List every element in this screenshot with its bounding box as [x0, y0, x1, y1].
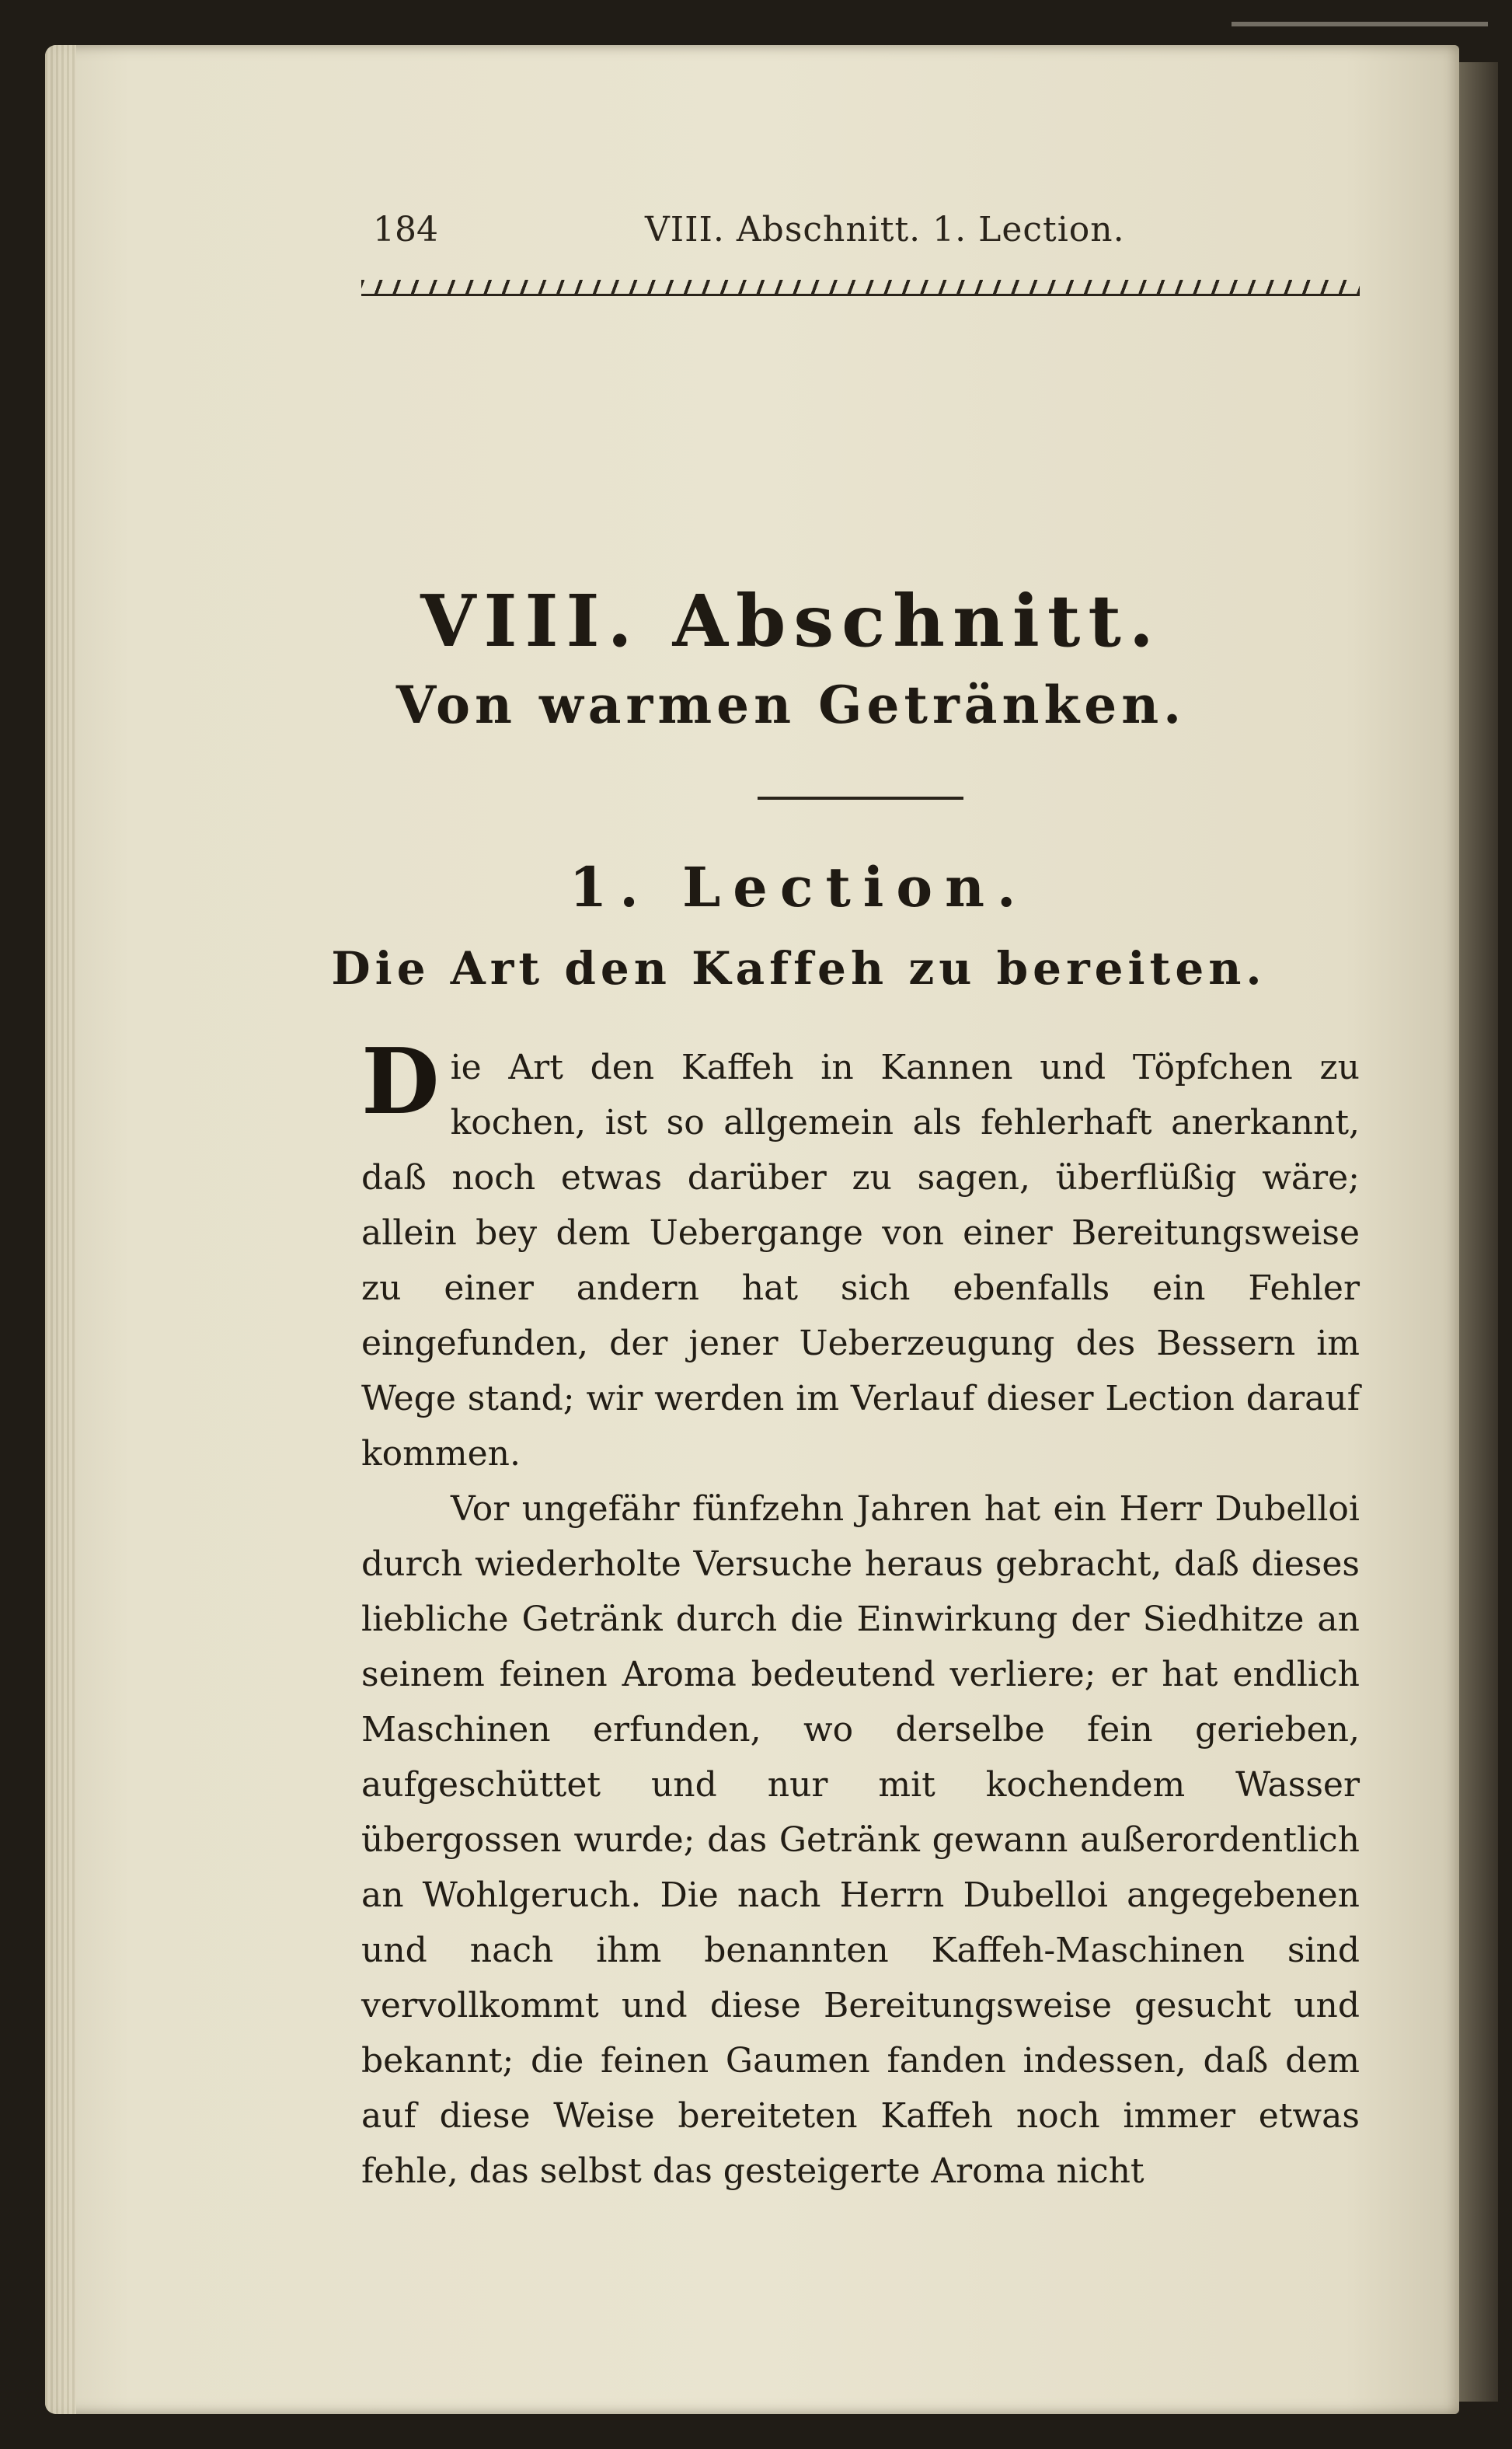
paragraph-1-text: ie Art den Kaffeh in Kannen und Töpfchen zu kochen, ist so allgemein als fehlerhaft anerkannt, daß noch etwas darüber zu sagen, überflüßig wäre; allein bey dem Uebergange von einer Bereitungsweise zu einer andern hat sich ebenfalls ein Fehler eingefunden, der jener Ueberzeugung des Bessern im Wege stand; wir werden im Verlauf dieser Lection darauf kommen.	[361, 1048, 1360, 1474]
running-head-title: VIII. Abschnitt. 1. Lection.	[645, 210, 1125, 249]
paragraph-1	[361, 1029, 1360, 1481]
paragraph-2: Vor ungefähr fünfzehn Jahren hat ein Herr Dubelloi durch wiederholte Versuche heraus gebracht, daß dieses liebliche Getränk durch die Einwirkung der Siedhitze an seinem feinen Aroma bedeutend verliere; er hat endlich Maschinen erfunden, wo derselbe fein gerieben, aufgeschüttet und nur mit kochendem Wasser übergossen wurde; das Getränk gewann außerordentlich an Wohlgeruch. Die nach Herrn Dubelloi angegebenen und nach ihm benannten Kaffeh-Maschinen sind vervollkommt und diese Bereitungsweise gesucht und bekannt; die feinen Gaumen fanden indessen, daß dem auf diese Weise bereiteten Kaffeh noch immer etwas fehle, das selbst das gesteigerte Aroma nicht	[361, 1489, 1360, 2191]
page-stack-edge	[45, 45, 76, 2414]
section-divider	[758, 797, 963, 800]
chapter-title: VIII. Abschnitt.	[420, 579, 1162, 663]
facing-page-edge	[1459, 62, 1498, 2402]
running-head	[373, 210, 1383, 256]
lesson-subtitle: Die Art den Kaffeh zu bereiten.	[331, 942, 1266, 995]
ornamental-rule	[361, 280, 1360, 296]
page-number: 184	[373, 210, 438, 249]
scanner-mark	[1232, 22, 1488, 26]
lesson-title: 1. Lection.	[569, 855, 1029, 919]
drop-cap: D	[361, 1029, 440, 1135]
body-text	[361, 1029, 1360, 2199]
chapter-subtitle: Von warmen Getränken.	[395, 675, 1186, 735]
